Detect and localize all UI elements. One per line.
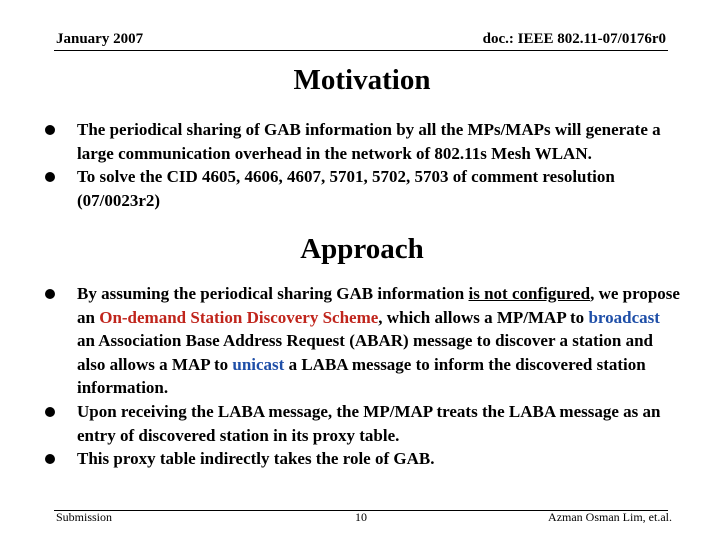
- unicast-keyword: unicast: [232, 354, 285, 374]
- motivation-bullet-2: [0, 165, 720, 212]
- motivation-bullet-1-text: The periodical sharing of GAB information by all the MPs/MAPs will generate a large communication overhead in the network of 802.11s Mesh WLAN.: [77, 120, 661, 163]
- motivation-bullet-2-text: To solve the CID 4605, 4606, 4607, 5701, 5702, 5703 of comment resolution (07/0023r2): [77, 167, 615, 210]
- bullet-dot: [45, 407, 55, 417]
- approach-bullet-1-text: [77, 284, 680, 397]
- approach-bullet-2: [0, 400, 720, 447]
- approach-bullet-1: [0, 282, 720, 400]
- motivation-list: [0, 118, 720, 212]
- motivation-title: Motivation: [293, 64, 431, 96]
- approach-title: Approach: [300, 233, 424, 265]
- bullet-dot: [45, 289, 55, 299]
- motivation-bullet-1: [0, 118, 720, 165]
- approach-list: [0, 282, 720, 471]
- footer-author: Azman Osman Lim, et.al.: [548, 510, 672, 524]
- footer-page-number: 10: [355, 510, 367, 524]
- approach-bullet-3-text: This proxy table indirectly takes the role of GAB.: [77, 449, 435, 469]
- bullet-dot: [45, 125, 55, 135]
- approach-bullet-3: [0, 447, 720, 471]
- broadcast-keyword: broadcast: [588, 307, 660, 327]
- header-doc-id: doc.: IEEE 802.11-07/0176r0: [482, 31, 666, 47]
- approach-text-segment: , which allows a MP/MAP to: [378, 307, 589, 327]
- approach-text-segment: , we propose an: [77, 284, 680, 327]
- approach-text-segment: an Association Base Address Request (ABAR) message to discover a station and also allows a MAP to: [77, 331, 653, 374]
- on-demand-scheme-phrase: On-demand Station Discovery Scheme: [99, 307, 379, 327]
- footer-submission: Submission: [56, 510, 113, 524]
- approach-bullet-2-text: Upon receiving the LABA message, the MP/MAP treats the LABA message as an entry of discovered station in its proxy table.: [77, 401, 661, 445]
- is-not-configured-phrase: is not configured: [468, 284, 591, 303]
- approach-text-segment: a LABA message to inform the discovered station information.: [77, 354, 646, 398]
- header-divider: [54, 50, 668, 51]
- bullet-dot: [45, 454, 55, 464]
- bullet-dot: [45, 172, 55, 182]
- approach-text-segment: By assuming the periodical sharing GAB information: [77, 284, 469, 303]
- header-date: January 2007: [56, 31, 144, 47]
